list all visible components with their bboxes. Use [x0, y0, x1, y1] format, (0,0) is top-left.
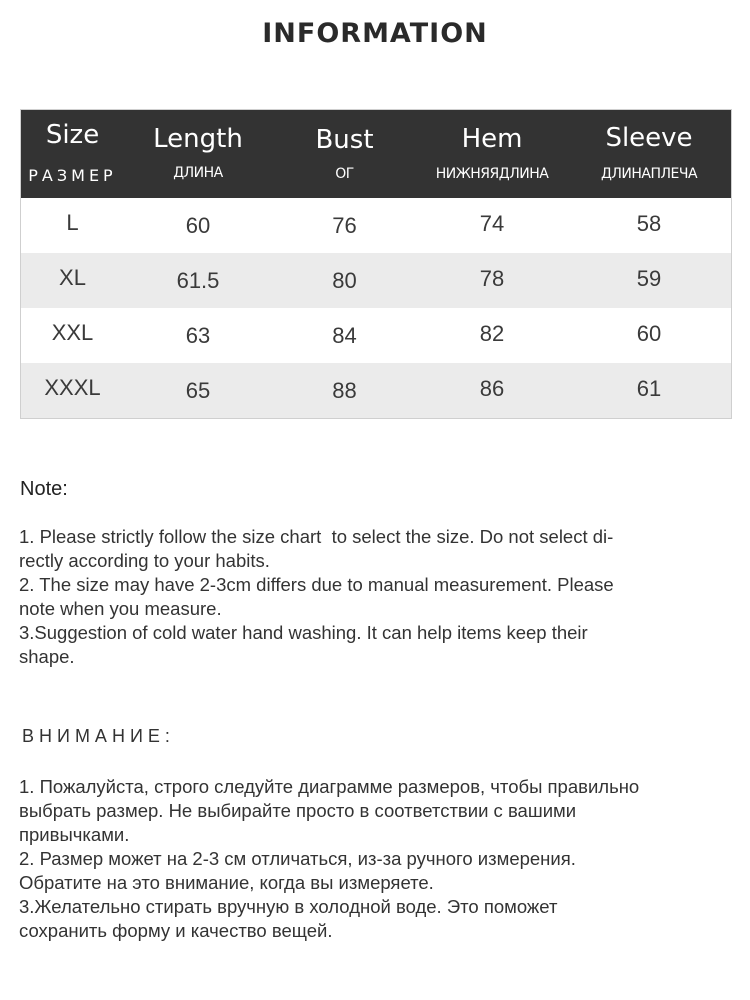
header-length-sublabel: ДЛИНА — [173, 165, 223, 181]
header-sleeve — [567, 110, 731, 198]
ru-note-line: 3.Желательно стирать вручную в холодной воде. Это поможет — [19, 896, 558, 917]
header-sleeve-sublabel: ДЛИНАПЛЕЧА — [600, 166, 698, 182]
note-line: 2. The size may have 2-3cm differs due to manual measurement. Please — [19, 574, 614, 595]
note-text — [19, 525, 734, 669]
note-line: rectly according to your habits. — [19, 550, 270, 571]
note-line: 3.Suggestion of cold water hand washing. It can help items keep their — [19, 622, 588, 643]
ru-note-line: 1. Пожалуйста, строго следуйте диаграмме размеров, чтобы правильно — [19, 776, 640, 797]
length-cell: 65 — [185, 377, 211, 403]
table-row — [21, 253, 731, 308]
ru-note-line: Обратите на это внимание, когда вы измеряете. — [19, 872, 434, 893]
header-size-sublabel: РАЗМЕР — [28, 166, 117, 185]
sleeve-cell: 61 — [636, 375, 662, 401]
table-row — [21, 198, 731, 253]
size-cell: XXXL — [44, 374, 101, 400]
header-bust-label: Bust — [315, 125, 374, 155]
header-size-label: Size — [45, 120, 100, 150]
page-title: INFORMATION — [262, 18, 488, 49]
header-bust-sublabel: ОГ — [335, 166, 354, 182]
bust-cell: 84 — [332, 322, 357, 348]
header-hem-sublabel: НИЖНЯЯДЛИНА — [435, 166, 549, 182]
length-cell: 61.5 — [176, 267, 220, 293]
note-heading: Note: — [20, 478, 68, 500]
table-row — [21, 308, 731, 363]
note-line: 1. Please strictly follow the size chart to select the size. Do not select di- — [19, 526, 614, 547]
sleeve-cell: 60 — [636, 320, 662, 346]
bust-cell: 80 — [332, 267, 357, 293]
note-line: note when you measure. — [19, 598, 222, 619]
ru-note-text — [19, 775, 734, 943]
bust-cell: 76 — [332, 212, 357, 238]
hem-cell: 74 — [479, 210, 505, 236]
ru-note-line: привычками. — [19, 824, 130, 845]
table-header — [21, 110, 731, 198]
bust-cell: 88 — [332, 377, 357, 403]
header-hem-label: Hem — [461, 124, 523, 154]
ru-note-heading: ВНИМАНИЕ: — [22, 726, 175, 746]
hem-cell: 86 — [479, 375, 505, 401]
table-row — [21, 363, 731, 418]
header-length-label: Length — [153, 124, 243, 154]
sleeve-cell: 58 — [636, 210, 662, 236]
hem-cell: 82 — [479, 320, 505, 346]
size-cell: XXL — [51, 319, 94, 345]
size-cell: L — [66, 209, 79, 235]
sleeve-cell: 59 — [636, 265, 662, 291]
ru-note-line: выбрать размер. Не выбирайте просто в соответствии с вашими — [19, 800, 577, 821]
length-cell: 63 — [185, 322, 211, 348]
header-sleeve-label: Sleeve — [605, 123, 693, 153]
header-bust — [272, 110, 417, 198]
header-length — [124, 110, 272, 198]
ru-note-line: сохранить форму и качество вещей. — [19, 920, 333, 941]
ru-note-line: 2. Размер может на 2-3 см отличаться, из-за ручного измерения. — [19, 848, 576, 869]
size-chart-table — [20, 109, 732, 419]
header-size — [21, 110, 124, 198]
length-cell: 60 — [185, 212, 211, 238]
hem-cell: 78 — [479, 265, 505, 291]
size-cell: XL — [59, 264, 86, 290]
note-line: shape. — [19, 646, 75, 667]
header-hem — [417, 110, 567, 198]
